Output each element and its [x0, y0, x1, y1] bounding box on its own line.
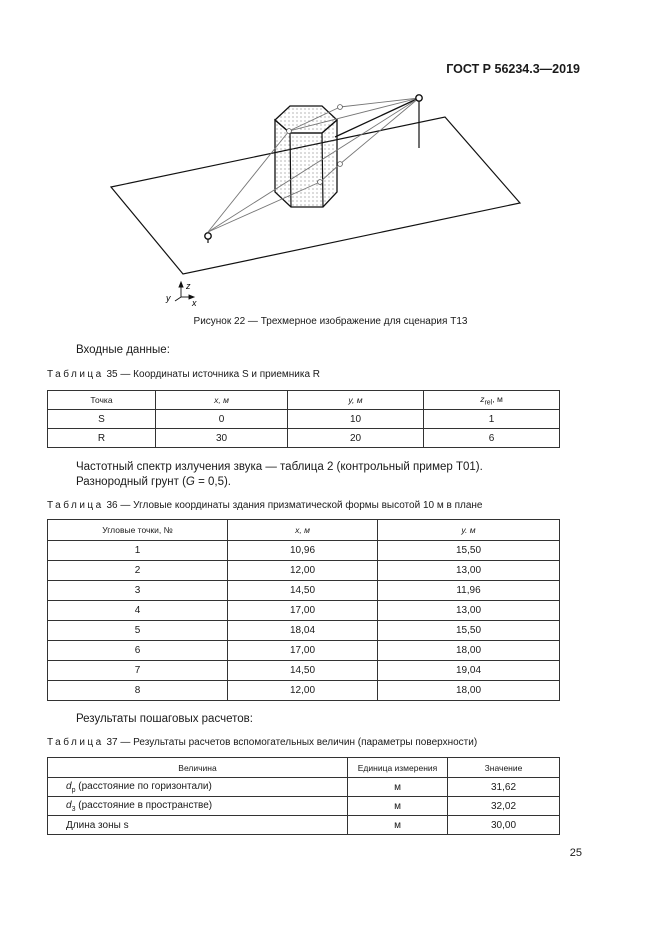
table-row: 1 10,96 15,50	[48, 541, 560, 561]
table36-caption: Таблица 36 — Угловые координаты здания призматической формы высотой 10 м в плане	[47, 500, 483, 511]
table-header-row: Точка x, м y, м $z_{rel}$, м	[48, 391, 560, 410]
table-row: 8 12,00 18,00	[48, 681, 560, 701]
table35	[47, 390, 560, 448]
table-row: S 0 10 1	[48, 410, 560, 429]
table35-caption: Таблица 35 — Координаты источника S и приемника R	[47, 369, 321, 380]
table36	[47, 519, 560, 701]
receiver-point	[416, 95, 422, 101]
axis-z-label: z	[186, 281, 191, 291]
table-row: 6 17,00 18,00	[48, 641, 560, 661]
figure-3d-scene	[100, 88, 540, 312]
table-row: 7 14,50 19,04	[48, 661, 560, 681]
figure-caption: Рисунок 22 — Трехмерное изображение для сценария Т13	[193, 316, 468, 327]
table-header-row: Угловые точки, № x, м y. м	[48, 520, 560, 541]
input-heading: Входные данные:	[76, 344, 170, 356]
table37	[47, 757, 560, 835]
table-row: Длина зоны s м 30,00	[48, 816, 560, 835]
table37-caption: Таблица 37 — Результаты расчетов вспомогательных величин (параметры поверхности)	[47, 737, 478, 748]
table-row: 3 14,50 11,96	[48, 581, 560, 601]
table-row: 5 18,04 15,50	[48, 621, 560, 641]
page-number: 25	[569, 847, 582, 859]
table-header-row: Величина Единица измерения Значение	[48, 758, 560, 778]
table-label: Таблица	[47, 737, 104, 748]
table-row: 4 17,00 13,00	[48, 601, 560, 621]
document-header: ГОСТ Р 56234.3—2019	[446, 62, 580, 76]
ground-text: Разнородный грунт (G = 0,5).	[76, 476, 231, 488]
results-heading: Результаты пошаговых расчетов:	[76, 713, 253, 725]
table-label: Таблица	[47, 500, 104, 511]
table-row: 2 12,00 13,00	[48, 561, 560, 581]
source-point	[205, 233, 211, 239]
spectrum-text: Частотный спектр излучения звука — таблица 2 (контрольный пример Т01).	[76, 461, 483, 473]
table-label: Таблица	[47, 369, 104, 380]
table-row: $d_3$ (расстояние в пространстве) м 32,02	[48, 797, 560, 816]
axis-x-label: x	[192, 298, 197, 308]
table-row: $d_p$ (расстояние по горизонтали) м 31,62	[48, 778, 560, 797]
axis-y-label: y	[166, 293, 171, 303]
table-row: R 30 20 6	[48, 429, 560, 448]
